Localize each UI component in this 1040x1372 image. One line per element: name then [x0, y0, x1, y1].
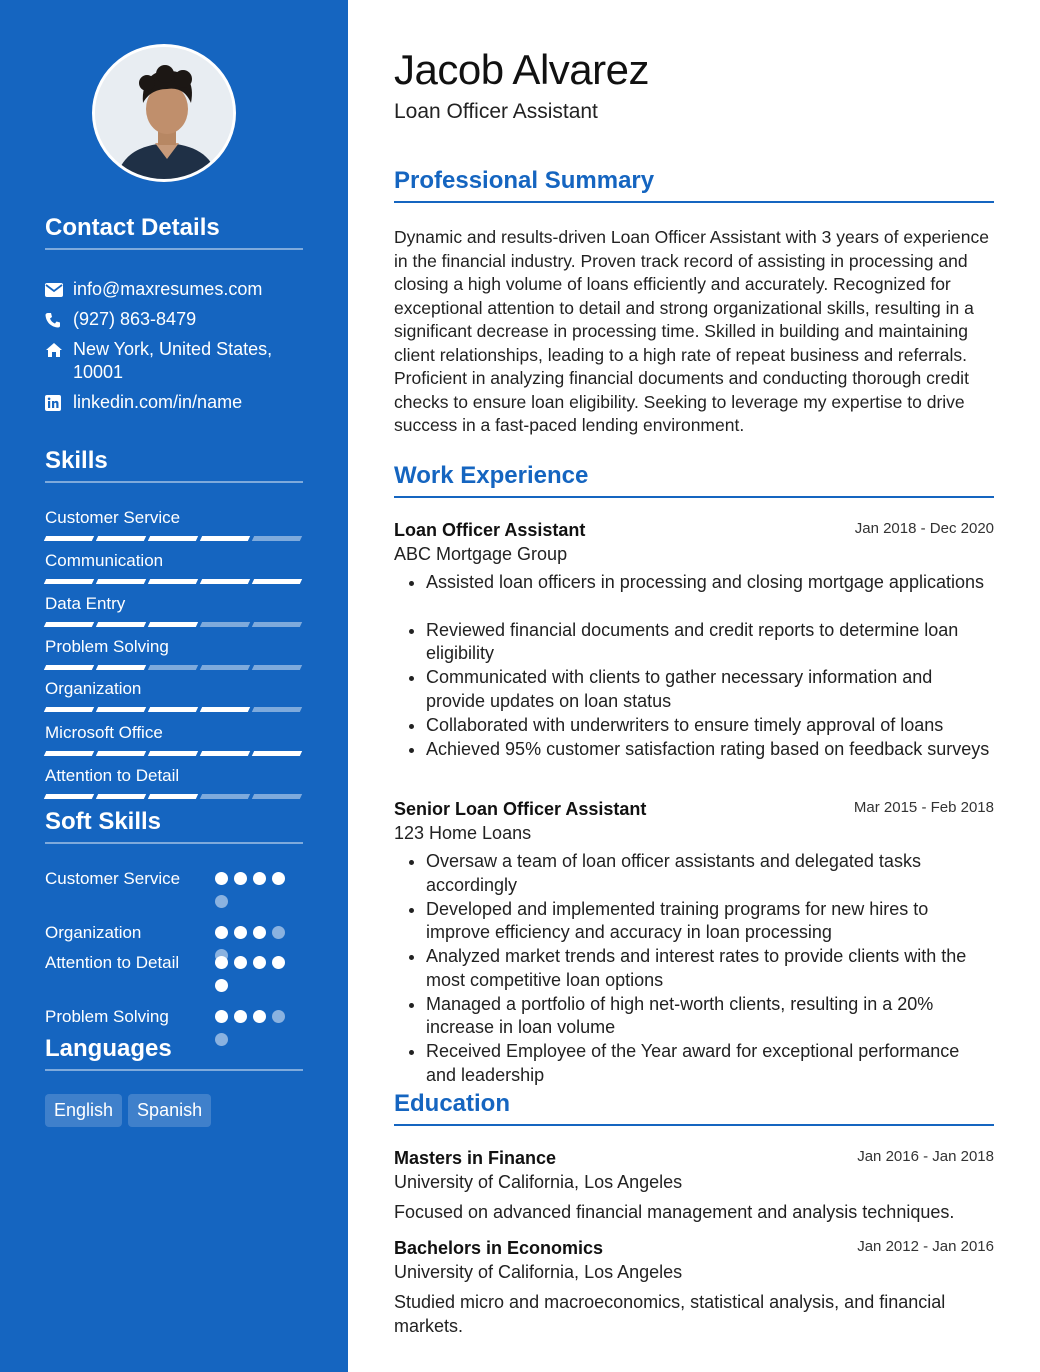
contact-phone-text: (927) 863-8479: [73, 309, 197, 329]
job-dates: Jan 2018 - Dec 2020: [854, 520, 994, 537]
contact-linkedin-text: linkedin.com/in/name: [73, 392, 243, 412]
rating-dot: [215, 1010, 228, 1023]
skill-level-segment: [148, 665, 198, 670]
skill-level-segment: [252, 665, 302, 670]
skill-level-segment: [44, 794, 94, 799]
skill-level-segment: [96, 665, 146, 670]
skill-item: [45, 637, 303, 670]
skill-level-segment: [148, 579, 198, 584]
degree-dates: Jan 2016 - Jan 2018: [857, 1148, 994, 1165]
rating-dot: [215, 872, 228, 885]
skill-level-segment: [200, 622, 250, 627]
soft-skill-item: [45, 1005, 303, 1028]
soft-skills-heading: Soft Skills: [45, 810, 303, 844]
sidebar: [0, 0, 348, 1372]
job-entry: [394, 520, 994, 762]
skill-item: [45, 508, 303, 541]
contact-email-text: info@maxresumes.com: [73, 279, 263, 299]
contact-address-text: New York, United States, 10001: [73, 339, 273, 382]
soft-skill-name: Organization: [45, 923, 142, 942]
home-icon: [45, 338, 73, 361]
rating-dot: [234, 926, 247, 939]
rating-dot: [234, 1010, 247, 1023]
rating-dot: [272, 1010, 285, 1023]
skill-level-segment: [44, 707, 94, 712]
skill-item: [45, 679, 303, 712]
envelope-icon: [45, 278, 73, 301]
skill-level-segment: [44, 751, 94, 756]
degree-description: Studied micro and macroeconomics, statistical analysis, and financial markets.: [394, 1292, 946, 1336]
languages-list: [45, 1094, 211, 1127]
degree-title: Masters in Finance: [394, 1148, 557, 1168]
skill-level-bar: [45, 622, 303, 627]
degree-dates: Jan 2012 - Jan 2016: [857, 1238, 994, 1255]
job-bullet: • Oversaw a team of loan officer assistants and delegated tasks accordingly: [426, 850, 994, 897]
rating-dot: [253, 872, 266, 885]
skill-level-segment: [200, 751, 250, 756]
linkedin-icon: [45, 391, 73, 414]
job-company: 123 Home Loans: [394, 823, 532, 843]
skill-level-segment: [96, 794, 146, 799]
contact-heading: Contact Details: [45, 216, 303, 250]
candidate-title: Loan Officer Assistant: [394, 100, 598, 123]
languages-heading: Languages: [45, 1037, 303, 1071]
language-tag: Spanish: [128, 1094, 211, 1127]
language-tag: English: [45, 1094, 122, 1127]
job-title: Senior Loan Officer Assistant: [394, 799, 647, 819]
skill-level-bar: [45, 794, 303, 799]
contact-address: [45, 338, 293, 384]
soft-skill-item: [45, 921, 303, 944]
rating-dot: [215, 926, 228, 939]
summary-heading: Professional Summary: [394, 169, 994, 203]
education-heading: Education: [394, 1092, 994, 1126]
skill-name: Problem Solving: [45, 637, 169, 656]
soft-skill-name: Problem Solving: [45, 1007, 169, 1026]
job-bullets: [394, 571, 994, 761]
rating-dot: [272, 956, 285, 969]
job-bullet: • Developed and implemented training programs for new hires to improve efficiency and accuracy in loan processing: [426, 898, 994, 945]
skill-level-segment: [96, 536, 146, 541]
skill-item: [45, 594, 303, 627]
job-bullet: • Achieved 95% customer satisfaction rating based on feedback surveys: [426, 738, 994, 762]
rating-dot: [234, 872, 247, 885]
skill-level-segment: [96, 707, 146, 712]
skill-name: Microsoft Office: [45, 723, 163, 742]
soft-skill-name: Customer Service: [45, 869, 181, 888]
job-bullet: • Managed a portfolio of high net-worth clients, resulting in a 20% increase in loan volume: [426, 993, 994, 1040]
skill-level-segment: [252, 751, 302, 756]
skill-level-segment: [252, 794, 302, 799]
skill-level-segment: [96, 622, 146, 627]
skill-level-segment: [96, 579, 146, 584]
soft-skill-name: Attention to Detail: [45, 953, 180, 972]
candidate-name: Jacob Alvarez: [394, 46, 649, 93]
skill-level-segment: [148, 536, 198, 541]
skill-level-segment: [252, 579, 302, 584]
skill-item: [45, 766, 303, 799]
school-name: University of California, Los Angeles: [394, 1172, 683, 1192]
rating-dot: [215, 956, 228, 969]
skill-level-segment: [200, 536, 250, 541]
degree-description: Focused on advanced financial management and analysis techniques.: [394, 1202, 955, 1222]
skill-level-segment: [148, 707, 198, 712]
degree-title: Bachelors in Economics: [394, 1238, 604, 1258]
skill-level-bar: [45, 707, 303, 712]
rating-dot: [215, 895, 228, 908]
education-entry: [394, 1238, 994, 1338]
skill-level-segment: [44, 622, 94, 627]
soft-skill-rating: [215, 956, 295, 992]
skill-level-segment: [200, 794, 250, 799]
skill-level-bar: [45, 579, 303, 584]
school-name: University of California, Los Angeles: [394, 1262, 683, 1282]
job-bullet: • Assisted loan officers in processing and closing mortgage applications: [426, 571, 994, 595]
phone-icon: [45, 308, 73, 331]
skill-name: Attention to Detail: [45, 766, 180, 785]
skill-level-bar: [45, 665, 303, 670]
job-dates: Mar 2015 - Feb 2018: [853, 799, 994, 816]
job-bullet: • Received Employee of the Year award for exceptional performance and leadership: [426, 1040, 994, 1087]
skill-level-segment: [148, 751, 198, 756]
rating-dot: [234, 956, 247, 969]
rating-dot: [253, 926, 266, 939]
skill-level-segment: [200, 665, 250, 670]
skill-name: Customer Service: [45, 508, 181, 527]
job-bullet: • Analyzed market trends and interest rates to provide clients with the most competitive loan options: [426, 945, 994, 992]
skill-level-segment: [96, 751, 146, 756]
rating-dot: [215, 979, 228, 992]
soft-skill-item: [45, 951, 303, 974]
skill-level-bar: [45, 536, 303, 541]
rating-dot: [272, 872, 285, 885]
skill-name: Organization: [45, 679, 142, 698]
experience-heading: Work Experience: [394, 464, 994, 498]
summary-text: Dynamic and results-driven Loan Officer Assistant with 3 years of experience in the financial industry. Proven track record of assisting in processing and closing a high volume of loans efficiently and accurately. Recognized for exceptional attention to detail and strong organizational skills, resulting in a significant decrease in processing time. Skilled in building and maintaining client relationships, leading to a high rate of repeat business and referrals. Proficient in analyzing financial documents and conducting thorough credit checks to ensure loan eligibility. Seeking to leverage my expertise to drive success in a fast-paced lending environment.: [394, 227, 989, 435]
job-bullet: • Collaborated with underwriters to ensure timely approval of loans: [426, 714, 994, 738]
job-bullet: • Communicated with clients to gather necessary information and provide updates on loan status: [426, 666, 994, 713]
soft-skill-rating: [215, 872, 295, 908]
job-bullet: • Reviewed financial documents and credit reports to determine loan eligibility: [426, 619, 994, 666]
skill-level-bar: [45, 751, 303, 756]
skill-name: Data Entry: [45, 594, 126, 613]
skill-item: [45, 723, 303, 756]
skill-level-segment: [200, 579, 250, 584]
skill-level-segment: [148, 622, 198, 627]
skill-level-segment: [44, 665, 94, 670]
soft-skill-item: [45, 867, 303, 890]
skill-level-segment: [252, 622, 302, 627]
skill-level-segment: [148, 794, 198, 799]
job-bullets: [394, 850, 994, 1087]
job-entry: [394, 799, 994, 1088]
skill-level-segment: [200, 707, 250, 712]
contact-phone[interactable]: [45, 308, 293, 331]
profile-photo: [92, 44, 236, 182]
rating-dot: [253, 1010, 266, 1023]
skill-level-segment: [252, 707, 302, 712]
skill-name: Communication: [45, 551, 164, 570]
contact-email[interactable]: [45, 278, 293, 301]
education-entry: [394, 1148, 994, 1225]
contact-linkedin[interactable]: [45, 391, 293, 414]
job-title: Loan Officer Assistant: [394, 520, 586, 540]
skill-level-segment: [44, 536, 94, 541]
rating-dot: [272, 926, 285, 939]
skill-level-segment: [252, 536, 302, 541]
skill-item: [45, 551, 303, 584]
skills-heading: Skills: [45, 449, 303, 483]
skill-level-segment: [44, 579, 94, 584]
rating-dot: [253, 956, 266, 969]
job-company: ABC Mortgage Group: [394, 544, 568, 564]
